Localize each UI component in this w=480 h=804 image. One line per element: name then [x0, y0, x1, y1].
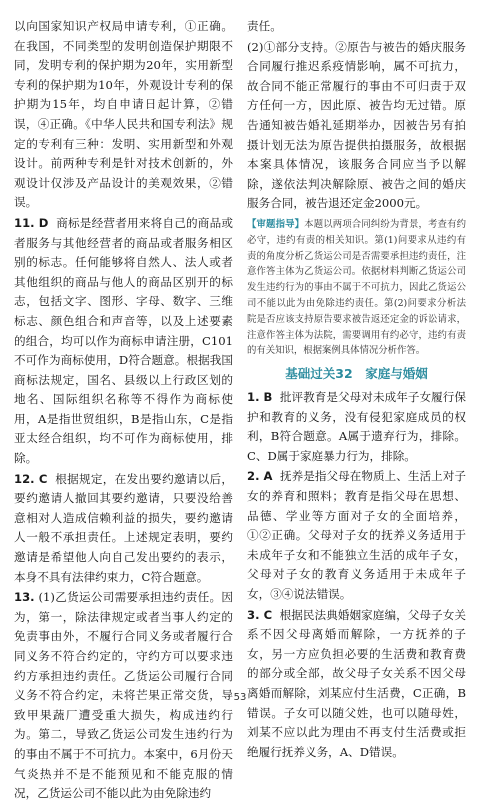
- answer-number: 3. C: [247, 607, 273, 622]
- page-number: · 53 ·: [227, 692, 253, 703]
- answer-paragraph: (2)①部分支持。②原告与被告的婚庆服务合同履行推迟系疫情影响，属不可抗力，故合同不能正常履行的事由不可归责于双方任何一方，因此原、被告均无过错。原告通知被告婚礼延期举办，因被告另有拍摄计划无法为原告提供拍摄服务，故根据本案具体情况，该服务合同应当予以解除，遂依法判决解除原、被告之间的婚庆服务合同，被告退还定金2000元。: [247, 39, 466, 211]
- answer-number: 2. A: [247, 469, 273, 484]
- section-heading: 基础过关32 家庭与婚姻: [285, 366, 428, 382]
- right-column: [247, 16, 466, 762]
- answer-1: 1. B 批评教育是父母对未成年子女履行保护和教育的义务，没有侵犯家庭成员的权利，B符合题意。A属于遗弃行为，排除。C、D属于家庭暴力行为，排除。: [247, 390, 466, 463]
- answer-paragraph: 以向国家知识产权局申请专利，①正确。在我国，不同类型的发明创造保护期限不同，发明专利的保护期为20年，实用新型专利的保护期为10年，外观设计专利的保护期为15年，均自申请日起计算，②错误，④正确。《中华人民共和国专利法》规定的专利有三种：发明、实用新型和外观设计。前两种专利是针对技术创新的，外观设计仅涉及产品设计的美观效果，②错误。: [14, 19, 233, 210]
- answer-number: 1. B: [247, 390, 273, 405]
- answer-number: 12. C: [14, 471, 48, 486]
- answer-paragraph: 责任。: [247, 19, 282, 33]
- answer-11: 11. D 商标是经营者用来将自己的商品或者服务与其他经营者的商品或者服务相区别的标志。任何能够将自然人、法人或者其他组织的商品与他人的商品区别开的标志，包括文字、图形、字母、数字、三维标志、颜色组合和声音等，以及上述要素的组合，均可以作为商标申请注册，C101不可作为商标使用，D符合题意。根据我国商标法规定，国名、县级以上行政区划的地名、国际组织名称等不得作为商标使用，A是指世贸组织，B是指山东，C是指亚太经合组织，均不可作为商标使用，排除。: [14, 215, 233, 466]
- answer-13: 13. (1)乙货运公司需要承担违约责任。因为，第一，除法律规定或者当事人约定的免责事由外，不履行合同义务或者履行合同义务不符合约定的，守约方可以要求违约方承担违约责任。乙货运公司履行合同义务不符合约定，未将芒果正常交货，导致甲果蔬厂遭受重大损失，构成违约行为。第二，导致乙货运公司发生违约行为的事由不属于不可抗力。本案中，6月份天气炎热并不是不能预见和不能克服的情况，乙货运公司不能以此为由免除违约: [14, 590, 233, 801]
- answer-12: 12. C 根据规定，在发出要约邀请以后，要约邀请人撤回其要约邀请，只要没给善意相对人造成信赖利益的损失，要约邀请人一般不承担责任。上述规定表明，要约邀请是希望他人向自己发出要约的表示，本身不具有法律约束力，C符合题意。: [14, 471, 233, 584]
- answer-number: 11. D: [14, 215, 49, 230]
- answer-2: 2. A 抚养是指父母在物质上、生活上对子女的养育和照料；教育是指父母在思想、品德、学业等方面对子女的全面培养，①②正确。父母对子女的抚养义务适用于未成年子女和不能独立生活的成年子女，父母对子女的教育义务适用于未成年子女，③④说法错误。: [247, 469, 466, 602]
- left-column: [14, 16, 233, 804]
- answer-number: 13.: [14, 590, 35, 605]
- exam-tip-label: 【审题指导】: [247, 218, 305, 230]
- answer-3: 3. C 根据民法典婚姻家庭编，父母子女关系不因父母离婚而解除，一方抚养的子女，另一方应负担必要的生活费和教育费的部分或全部，故父母子女关系不因父母离婚而解除，刘某应付生活费，C正确，B错误。子女可以随父姓，也可以随母姓，刘某不应以此为理由不再支付生活费或拒绝履行抚养义务，A、D错误。: [247, 607, 466, 759]
- exam-tip: [247, 217, 466, 359]
- exam-tip-text: 本题以两项合同纠纷为背景，考查有约必守，违约有责的相关知识。第(1)问要求从违约有责的角度分析乙货运公司是否需要承担违约责任，注意作答主体为乙货运公司。依据材料判断乙货运公司发生违约行为的事由不属于不可抗力，因此乙货运公司不能以此为由免除违约责任。第(2)问要求分析法院是否应该支持原告要求被告返还定金的诉讼请求，注意作答主体为法院，需要调用有约必守，违约有责的有关知识，根据案例具体情况分析作答。: [247, 218, 466, 357]
